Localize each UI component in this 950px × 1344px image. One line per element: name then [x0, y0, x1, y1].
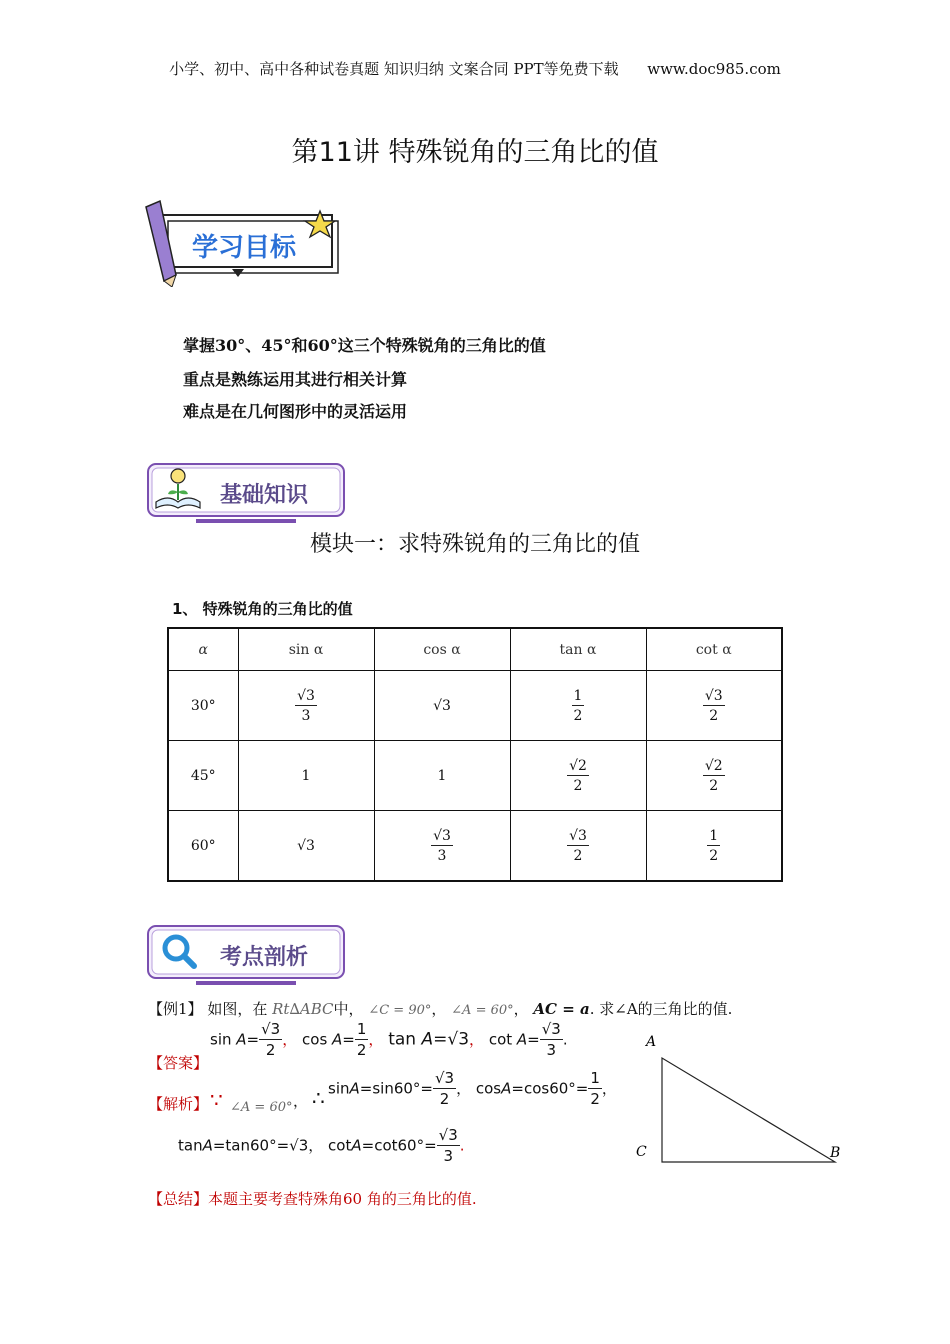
analysis-banner-label: 考点剖析	[220, 945, 309, 970]
value-cell: $\frac{√3}{2}$	[510, 811, 646, 882]
basics-banner	[146, 462, 346, 524]
header-url[interactable]: www.doc985.com	[647, 60, 781, 78]
value-cell: $\frac{√3}{2}$	[646, 671, 782, 741]
summary-tag: 【总结】	[148, 1190, 209, 1208]
analysis-tag: 【解析】	[148, 1095, 209, 1113]
example-question: 【例1】 如图，在 Rt∆ABC中， ∠C = 90°， ∠A = 60°， AC = a. 求∠A的三角比的值.	[148, 1000, 733, 1018]
objective-1: 掌握30°、45°和60°这三个特殊锐角的三角比的值	[183, 336, 546, 355]
triangle-abc	[662, 1058, 835, 1162]
module-title: 模块一：求特殊锐角的三角比的值	[309, 532, 640, 557]
analysis-formulas-2: tanA=tan60°=√3， cotA=cot60°= $\frac{√3}{3}$ .	[178, 1126, 465, 1165]
value-cell: $\frac{√3}{3}$	[238, 671, 374, 741]
trig-table	[167, 627, 783, 882]
summary	[148, 1188, 477, 1209]
table-row	[168, 741, 782, 811]
page-header	[0, 58, 950, 79]
angle-cell: 30°	[168, 671, 238, 741]
value-cell: 1	[374, 741, 510, 811]
value-cell: $\frac{√2}{2}$	[510, 741, 646, 811]
section-label: 1、 特殊锐角的三角比的值	[172, 600, 353, 618]
vertex-b-label: B	[830, 1145, 841, 1161]
table-header: α	[168, 628, 238, 671]
vertex-c-label: C	[636, 1144, 647, 1160]
table-header: tan α	[510, 628, 646, 671]
angle-cell: 60°	[168, 811, 238, 882]
value-cell: $\frac{√2}{2}$	[646, 741, 782, 811]
example-tag: 【例1】	[148, 1000, 203, 1018]
table-header: cot α	[646, 628, 782, 671]
objective-3: 难点是在几何图形中的灵活运用	[183, 402, 408, 421]
value-cell: $\frac{1}{2}$	[646, 811, 782, 882]
summary-text: 本题主要考查特殊角60 角的三角比的值.	[208, 1190, 477, 1208]
answer-formulas: sin A= $\frac{√3}{2}$ ， cos A= $\frac{1}{2}$ ， tan A=√3， cot A= $\frac{√3}{3}$ .	[210, 1020, 568, 1059]
header-text: 小学、初中、高中各种试卷真题 知识归纳 文案合同 PPT等免费下载	[169, 60, 619, 78]
objectives-banner-label: 学习目标	[192, 233, 297, 263]
angle-cell: 45°	[168, 741, 238, 811]
table-row	[168, 671, 782, 741]
value-cell: $\frac{1}{2}$	[510, 671, 646, 741]
objective-2: 重点是熟练运用其进行相关计算	[183, 370, 408, 389]
page-title: 第11讲 特殊锐角的三角比的值	[291, 137, 659, 168]
answer-tag: 【答案】	[148, 1054, 209, 1072]
table-row	[168, 811, 782, 882]
angle-a-60: ∠A = 60°	[230, 1100, 293, 1115]
value-cell: 1	[238, 741, 374, 811]
analysis-banner	[146, 924, 346, 986]
table-header: cos α	[374, 628, 510, 671]
value-cell: √3	[238, 811, 374, 882]
value-cell: $\frac{√3}{3}$	[374, 811, 510, 882]
therefore-symbol: ∴	[312, 1086, 325, 1110]
table-header-row	[168, 628, 782, 671]
basics-banner-label: 基础知识	[220, 483, 309, 508]
value-cell: √3	[374, 671, 510, 741]
because-symbol: ∵	[210, 1088, 223, 1112]
table-header: sin α	[238, 628, 374, 671]
triangle-figure	[630, 1030, 850, 1170]
objectives-banner	[140, 197, 360, 287]
analysis-formulas-1: sinA=sin60°= $\frac{√3}{2}$ ， cosA=cos60°= $\frac{1}{2}$ ，	[328, 1069, 617, 1108]
vertex-a-label: A	[646, 1034, 657, 1050]
